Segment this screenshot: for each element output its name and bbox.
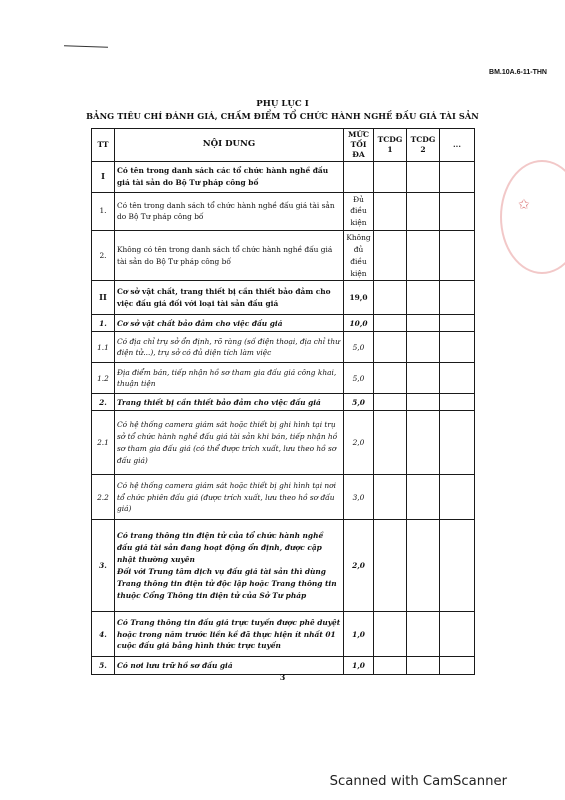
row-tcdg-1 — [374, 363, 407, 394]
row-more — [440, 363, 475, 394]
red-stamp-partial — [500, 160, 565, 274]
header-tt: TT — [92, 129, 115, 162]
table-row — [92, 231, 475, 281]
row-number: 4. — [92, 612, 115, 657]
row-tcdg-1 — [374, 332, 407, 363]
row-more — [440, 394, 475, 411]
table-body — [92, 161, 475, 675]
table-row — [92, 161, 475, 192]
row-more — [440, 332, 475, 363]
scanner-watermark: Scanned with CamScanner — [329, 774, 507, 789]
row-number: II — [92, 281, 115, 315]
row-tcdg-1 — [374, 281, 407, 315]
row-tcdg-2 — [407, 363, 440, 394]
row-tcdg-2 — [407, 315, 440, 332]
row-content: Cơ sở vật chất bảo đảm cho việc đấu giá — [115, 315, 344, 332]
row-tcdg-1 — [374, 161, 407, 192]
row-number: 1. — [92, 192, 115, 231]
row-tcdg-2 — [407, 394, 440, 411]
row-number: 2. — [92, 231, 115, 281]
row-content: Có tên trong danh sách tổ chức hành nghề đấu giá tài sản do Bộ Tư pháp công bố — [115, 192, 344, 231]
row-max-score: 1,0 — [344, 612, 374, 657]
row-max-score: 2,0 — [344, 520, 374, 612]
row-number: 2.1 — [92, 411, 115, 475]
table-row — [92, 411, 475, 475]
row-content: Trang thiết bị cần thiết bảo đảm cho việc đấu giá — [115, 394, 344, 411]
row-tcdg-2 — [407, 475, 440, 520]
stamp-star-icon: ✩ — [518, 197, 530, 213]
table-title: BẢNG TIÊU CHÍ ĐÁNH GIÁ, CHẤM ĐIỂM TỔ CHỨC HÀNH NGHỀ ĐẤU GIÁ TÀI SẢN — [86, 111, 479, 121]
row-number: 1. — [92, 315, 115, 332]
table-row — [92, 363, 475, 394]
row-tcdg-2 — [407, 192, 440, 231]
appendix-title: PHỤ LỤC I — [256, 99, 309, 109]
row-tcdg-1 — [374, 475, 407, 520]
header-more: ... — [440, 129, 475, 162]
row-content: Có trang thông tin điện tử của tổ chức hành nghề đấu giá tài sản đang hoạt động ổn định, được cập nhật thường xuyên Đối với Trung tâm dịch vụ đấu giá tài sản thì dùng Trang thông tin điện tử độc lập hoặc Trang thông tin thuộc Cổng Thông tin điện tử của Sở Tư pháp — [115, 520, 344, 612]
row-max-score: 5,0 — [344, 394, 374, 411]
row-content: Địa điểm bán, tiếp nhận hồ sơ tham gia đấu giá công khai, thuận tiện — [115, 363, 344, 394]
form-code: BM.10A.6-11-THN — [489, 69, 547, 76]
table-row — [92, 315, 475, 332]
row-tcdg-1 — [374, 394, 407, 411]
row-max-score: 1,0 — [344, 657, 374, 675]
table-row — [92, 332, 475, 363]
row-more — [440, 161, 475, 192]
row-tcdg-2 — [407, 281, 440, 315]
row-more — [440, 520, 475, 612]
row-number: 2.2 — [92, 475, 115, 520]
row-max-score: Đủ điều kiện — [344, 192, 374, 231]
row-number: 2. — [92, 394, 115, 411]
row-number: 3. — [92, 520, 115, 612]
row-tcdg-1 — [374, 315, 407, 332]
row-tcdg-1 — [374, 231, 407, 281]
row-more — [440, 192, 475, 231]
table-row — [92, 394, 475, 411]
table-row — [92, 281, 475, 315]
header-content: NỘI DUNG — [115, 129, 344, 162]
row-max-score — [344, 161, 374, 192]
row-max-score: 19,0 — [344, 281, 374, 315]
header-tcdg-2: TCDG 2 — [407, 129, 440, 162]
row-more — [440, 315, 475, 332]
header-max-score: MỨC TỐI ĐA — [344, 129, 374, 162]
row-content: Có hệ thống camera giám sát hoặc thiết bị ghi hình tại trụ sở tổ chức hành nghề đấu giá tài sản khi bán, tiếp nhận hồ sơ tham gia đấu giá (có thể được trích xuất, lưu theo hồ sơ đấu giá) — [115, 411, 344, 475]
row-tcdg-2 — [407, 231, 440, 281]
row-content: Có hệ thống camera giám sát hoặc thiết bị ghi hình tại nơi tổ chức phiên đấu giá (được trích xuất, lưu theo hồ sơ đấu giá) — [115, 475, 344, 520]
criteria-table — [91, 128, 475, 675]
table-row — [92, 612, 475, 657]
row-more — [440, 411, 475, 475]
row-content: Có nơi lưu trữ hồ sơ đấu giá — [115, 657, 344, 675]
page-number: 3 — [279, 672, 286, 682]
row-content: Có địa chỉ trụ sở ổn định, rõ ràng (số điện thoại, địa chỉ thư điện tử...), trụ sở có đủ diện tích làm việc — [115, 332, 344, 363]
row-tcdg-2 — [407, 161, 440, 192]
row-more — [440, 612, 475, 657]
row-number: 1.1 — [92, 332, 115, 363]
row-more — [440, 281, 475, 315]
header-tcdg-1: TCDG 1 — [374, 129, 407, 162]
row-tcdg-1 — [374, 520, 407, 612]
row-tcdg-1 — [374, 612, 407, 657]
row-tcdg-2 — [407, 411, 440, 475]
row-tcdg-2 — [407, 612, 440, 657]
row-number: I — [92, 161, 115, 192]
row-number: 5. — [92, 657, 115, 675]
row-tcdg-2 — [407, 332, 440, 363]
row-more — [440, 231, 475, 281]
scan-pen-mark — [64, 45, 108, 48]
row-tcdg-1 — [374, 411, 407, 475]
row-max-score: 5,0 — [344, 363, 374, 394]
row-max-score: Không đủ điều kiện — [344, 231, 374, 281]
row-more — [440, 475, 475, 520]
row-number: 1.2 — [92, 363, 115, 394]
row-max-score: 2,0 — [344, 411, 374, 475]
row-content: Cơ sở vật chất, trang thiết bị cần thiết bảo đảm cho việc đấu giá đối với loại tài sản đấu giá — [115, 281, 344, 315]
row-content: Có Trang thông tin đấu giá trực tuyến được phê duyệt hoặc trong năm trước liền kề đã thực hiện ít nhất 01 cuộc đấu giá bằng hình thức trực tuyến — [115, 612, 344, 657]
table-row — [92, 520, 475, 612]
row-max-score: 10,0 — [344, 315, 374, 332]
row-max-score: 3,0 — [344, 475, 374, 520]
table-header-row — [92, 129, 475, 162]
table-row — [92, 475, 475, 520]
row-content: Không có tên trong danh sách tổ chức hành nghề đấu giá tài sản do Bộ Tư pháp công bố — [115, 231, 344, 281]
table-row — [92, 192, 475, 231]
row-tcdg-2 — [407, 520, 440, 612]
row-max-score: 5,0 — [344, 332, 374, 363]
row-content: Có tên trong danh sách các tổ chức hành nghề đấu giá tài sản do Bộ Tư pháp công bố — [115, 161, 344, 192]
row-tcdg-1 — [374, 192, 407, 231]
